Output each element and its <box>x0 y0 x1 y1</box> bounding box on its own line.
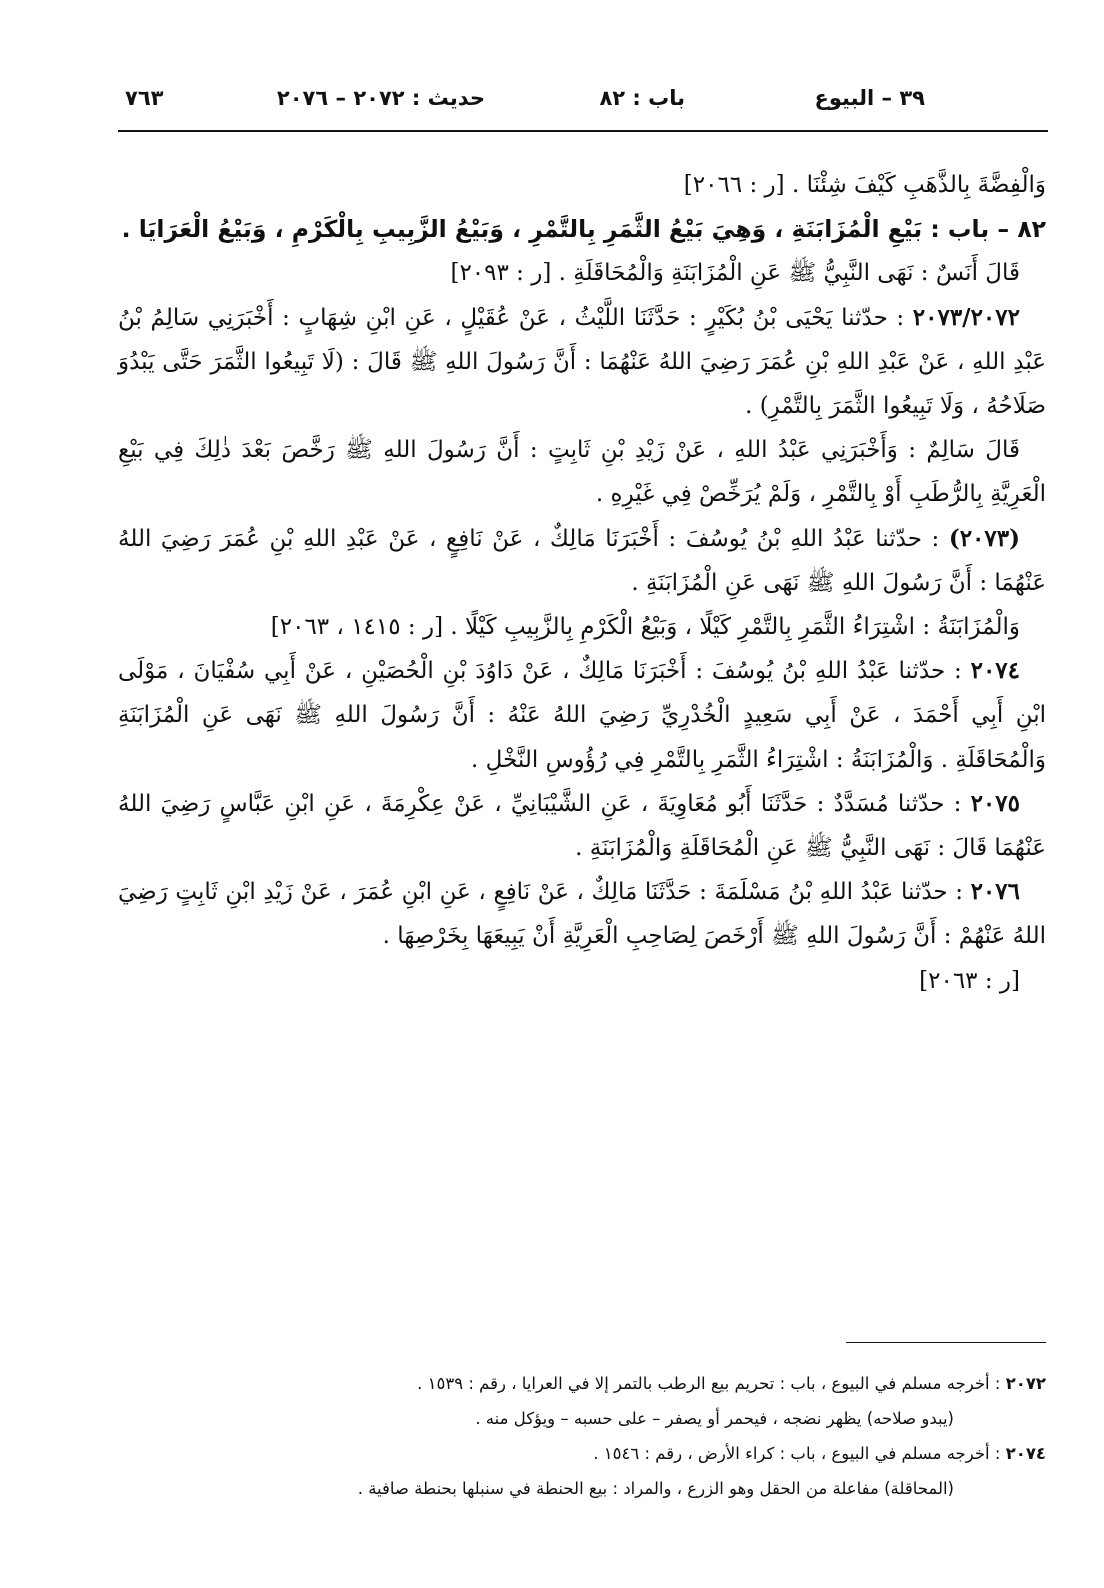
paragraph-muzabana <box>118 605 1046 649</box>
paragraph-salim: قَالَ سَالِمٌ : وَأَخْبَرَنِي عَبْدُ اللهِ ، عَنْ زَيْدِ بْنِ ثَابِتٍ : أَنَّ رَسُولَ اللهِ ﷺ رَخَّصَ بَعْدَ ذٰلِكَ فِي بَيْعِ الْعَرِيَّةِ بِالرُّطَبِ أَوْ بِالتَّمْرِ ، وَلَمْ يُرَخِّصْ فِي غَيْرِهِ . <box>118 437 1046 508</box>
hadith-number: (٢٠٧٣) <box>948 524 1021 552</box>
main-text <box>118 163 1046 1003</box>
chapter-heading: ٨٢ – باب : بَيْعِ الْمُزَابَنَةِ ، وَهِيَ بَيْعُ الثَّمَرِ بِالتَّمْرِ ، وَبَيْعُ الزَّبِيبِ بِالْكَرْمِ ، وَبَيْعُ الْعَرَايَا . <box>121 215 1046 244</box>
cross-reference: [ر : ٢٠٩٣] <box>450 260 552 287</box>
paragraph-text: وَالْفِضَّةَ بِالذَّهَبِ كَيْفَ شِئْنَا . <box>791 172 1046 198</box>
footnote-2074 <box>118 1436 1046 1471</box>
hadith-2074 <box>118 649 1046 782</box>
hadith-number: ٢٠٧٣/٢٠٧٢ <box>912 303 1020 331</box>
cross-reference: [ر : ٢٠٦٦] <box>683 172 785 198</box>
hadith-2076 <box>118 870 1046 958</box>
running-header <box>120 82 1045 122</box>
hadith-text: : حدّثنا عَبْدُ اللهِ بْنُ يُوسُفَ : أَخْبَرَنَا مَالِكٌ ، عَنْ نَافِعٍ ، عَنْ عَبْدِ اللهِ بْنِ عُمَرَ رَضِيَ اللهُ عَنْهُمَا : أَنَّ رَسُولَ اللهِ ﷺ نَهَى عَنِ الْمُزَابَنَةِ . <box>118 525 1046 596</box>
footnote-number: ٢٠٧٤ <box>1005 1444 1046 1463</box>
hadith-text: : حدّثنا يَحْيَى بْنُ بُكَيْرٍ : حَدَّثَنَا اللَّيْثُ ، عَنْ عُقَيْلٍ ، عَنِ ابْنِ شِهَابٍ : أَخْبَرَنِي سَالِمُ بْنُ عَبْدِ اللهِ ، عَنْ عَبْدِ اللهِ بْنِ عُمَرَ رَضِيَ اللهُ عَنْهُمَا : أَنَّ رَسُولَ اللهِ ﷺ قَالَ : (لَا تَبِيعُوا الثَّمَرَ حَتَّى يَبْدُوَ صَلَاحُهُ ، وَلَا تَبِيعُوا الثَّمَرَ بِالتَّمْرِ) . <box>118 304 1046 420</box>
paragraph-continuation <box>118 163 1046 207</box>
hadith-number: ٢٠٧٦ <box>970 878 1020 906</box>
footnote-text: : أخرجه مسلم في البيوع ، باب : كراء الأرض ، رقم : ١٥٤٦ . <box>593 1444 1001 1463</box>
paragraph-anas <box>118 251 1046 295</box>
hadith-2075 <box>118 782 1046 870</box>
paragraph-text: وَالْمُزَابَنَةُ : اشْتِرَاءُ الثَّمَرِ بِالتَّمْرِ كَيْلًا ، وَبَيْعُ الْكَرْمِ بِالزَّبِيبِ كَيْلًا . <box>450 614 1020 641</box>
footnote-divider <box>846 1342 1046 1343</box>
paragraph-final-ref <box>118 959 1046 1003</box>
footnote-2074-gloss: (المحاقلة) مفاعلة من الحقل وهو الزرع ، والمراد : بيع الحنطة في سنبلها بحنطة صافية . <box>357 1479 954 1498</box>
footnotes <box>118 1366 1046 1506</box>
hadith-2072 <box>118 296 1046 429</box>
header-book-title: ٣٩ – البيوع <box>814 86 925 110</box>
header-hadith-range: حديث : ٢٠٧٢ – ٢٠٧٦ <box>276 86 485 110</box>
hadith-2073 <box>118 517 1046 605</box>
hadith-text: : حدّثنا مُسَدَّدٌ : حَدَّثَنَا أَبُو مُعَاوِيَةَ ، عَنِ الشَّيْبَانِيِّ ، عَنْ عِكْرِمَةَ ، عَنِ ابْنِ عَبَّاسٍ رَضِيَ اللهُ عَنْهُمَا قَالَ : نَهَى النَّبِيُّ ﷺ عَنِ الْمُحَاقَلَةِ وَالْمُزَابَنَةِ . <box>118 790 1046 862</box>
hadith-text: : حدّثنا عَبْدُ اللهِ بْنُ مَسْلَمَةَ : حَدَّثَنَا مَالِكٌ ، عَنْ نَافِعٍ ، عَنِ ابْنِ عُمَرَ ، عَنْ زَيْدِ ابْنِ ثَابِتٍ رَضِيَ اللهُ عَنْهُمْ : أَنَّ رَسُولَ اللهِ ﷺ أَرْخَصَ لِصَاحِبِ الْعَرِيَّةِ أَنْ يَبِيعَهَا بِخَرْصِهَا . <box>118 879 1046 950</box>
hadith-number: ٢٠٧٤ <box>970 657 1021 685</box>
footnote-text: : أخرجه مسلم في البيوع ، باب : تحريم بيع الرطب بالتمر إلا في العرايا ، رقم : ١٥٣٩ . <box>417 1374 1001 1393</box>
header-divider <box>118 130 1048 132</box>
footnote-number: ٢٠٧٢ <box>1005 1374 1046 1393</box>
paragraph-text: قَالَ أَنَسٌ : نَهَى النَّبِيُّ ﷺ عَنِ الْمُزَابَنَةِ وَالْمُحَاقَلَةِ . <box>558 260 1020 287</box>
cross-reference: [ر : ١٤١٥ ، ٢٠٦٣] <box>270 614 444 641</box>
hadith-number: ٢٠٧٥ <box>970 789 1020 817</box>
footnote-2072-gloss: (يبدو صلاحه) يظهر نضجه ، فيحمر أو يصفر – على حسبه – ويؤكل منه . <box>475 1409 954 1428</box>
page-number: ٧٦٣ <box>125 86 164 110</box>
hadith-text: : حدّثنا عَبْدُ اللهِ بْنُ يُوسُفَ : أَخْبَرَنَا مَالِكٌ ، عَنْ دَاوُدَ بْنِ الْحُصَيْنِ ، عَنْ أَبِي سُفْيَانَ ، مَوْلَى ابْنِ أَبِي أَحْمَدَ ، عَنْ أَبِي سَعِيدٍ الْخُدْرِيِّ رَضِيَ اللهُ عَنْهُ : أَنَّ رَسُولَ اللهِ ﷺ نَهَى عَنِ الْمُزَابَنَةِ وَالْمُحَاقَلَةِ . وَالْمُزَابَنَةُ : اشْتِرَاءُ الثَّمَرِ بِالتَّمْرِ فِي رُؤُوسِ النَّخْلِ . <box>118 658 1046 773</box>
cross-reference: [ر : ٢٠٦٣] <box>919 967 1020 994</box>
header-chapter-number: باب : ٨٢ <box>599 86 685 110</box>
footnote-2072 <box>118 1366 1046 1401</box>
